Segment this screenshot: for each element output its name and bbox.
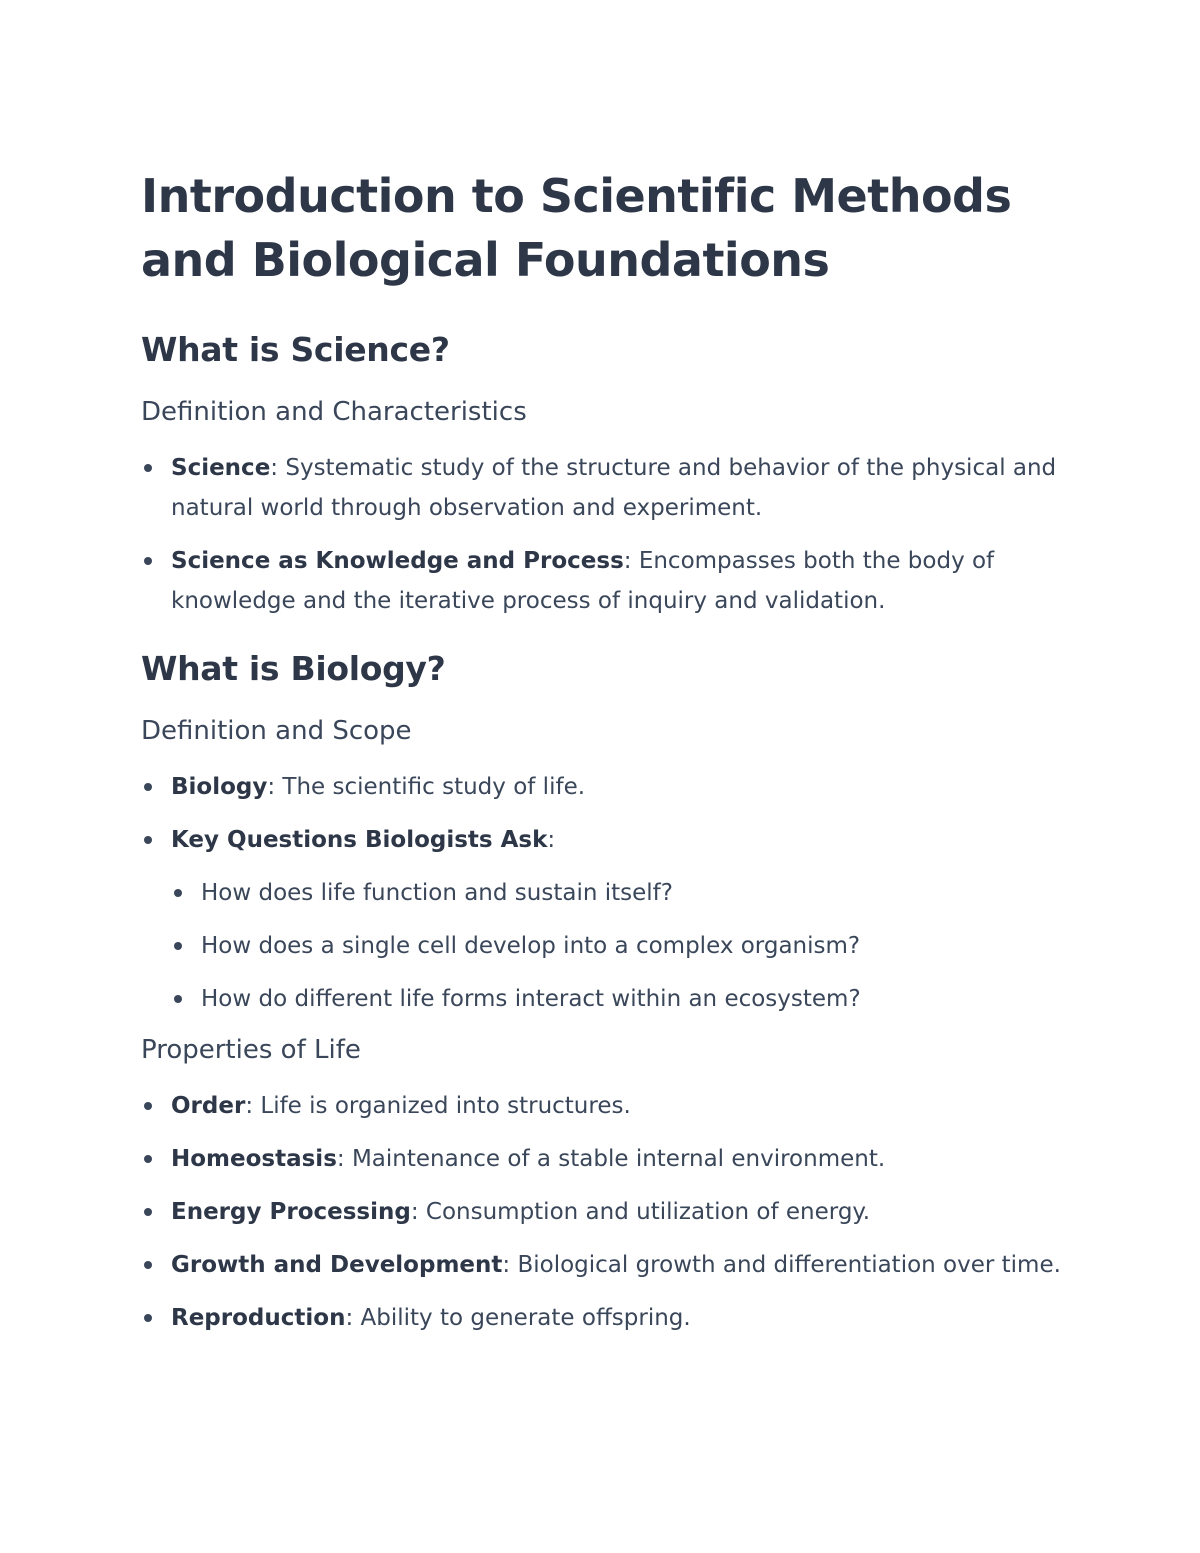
document-title: Introduction to Scientific Methods and Biological Foundations	[141, 169, 1012, 287]
science-definition-list	[141, 448, 1071, 621]
list-item-text: Systematic study of the structure and behavior of the physical and natural world through observation and experiment.	[171, 455, 1057, 521]
list-item-term: Science	[171, 455, 271, 481]
list-item-separator: :	[623, 548, 632, 574]
list-item-separator: :	[502, 1252, 511, 1278]
biology-definition-list	[141, 767, 1071, 1019]
list-item-separator: :	[410, 1199, 419, 1225]
subsection-heading-properties-of-life: Properties of Life	[141, 1035, 361, 1065]
subsection-heading-definition-characteristics: Definition and Characteristics	[141, 397, 527, 427]
properties-of-life-list	[141, 1086, 1071, 1338]
list-item-separator: :	[270, 455, 279, 481]
list-item-term: Key Questions Biologists Ask	[171, 827, 548, 853]
sub-list-item: How does life function and sustain itself?	[171, 873, 1071, 913]
list-item	[141, 1298, 1071, 1338]
list-item	[141, 541, 1071, 621]
list-item-term: Order	[171, 1093, 246, 1119]
sub-list-item: How does a single cell develop into a complex organism?	[171, 926, 1071, 966]
list-item	[141, 1245, 1071, 1285]
list-item	[141, 1192, 1071, 1232]
list-item-separator: :	[245, 1093, 254, 1119]
list-item-separator: :	[345, 1305, 354, 1331]
list-item-text: Maintenance of a stable internal environment.	[344, 1146, 886, 1172]
document-page	[141, 164, 1071, 1351]
list-item-term: Growth and Development	[171, 1252, 503, 1278]
list-item	[141, 1086, 1071, 1126]
list-item-text: Biological growth and differentiation over time.	[510, 1252, 1061, 1278]
list-item-text: Encompasses both the body of knowledge and the iterative process of inquiry and validation.	[171, 548, 995, 614]
list-item-term: Science as Knowledge and Process	[171, 548, 624, 574]
list-item	[141, 820, 1071, 1019]
list-item-text: Consumption and utilization of energy.	[418, 1199, 871, 1225]
list-item-text: Life is organized into structures.	[253, 1093, 631, 1119]
section-heading-science: What is Science?	[141, 330, 450, 369]
list-item-text: The scientific study of life.	[275, 774, 586, 800]
list-item-term: Biology	[171, 774, 268, 800]
subsection-heading-definition-scope: Definition and Scope	[141, 716, 412, 746]
section-heading-biology: What is Biology?	[141, 649, 446, 688]
list-item-term: Homeostasis	[171, 1146, 337, 1172]
list-item-separator: :	[267, 774, 276, 800]
key-questions-list	[171, 873, 1071, 1019]
list-item-separator: :	[336, 1146, 345, 1172]
sub-list-item: How do different life forms interact within an ecosystem?	[171, 979, 1071, 1019]
list-item	[141, 1139, 1071, 1179]
list-item-text: Ability to generate offspring.	[353, 1305, 691, 1331]
list-item-separator: :	[547, 827, 556, 853]
list-item	[141, 448, 1071, 528]
list-item-term: Reproduction	[171, 1305, 346, 1331]
list-item-term: Energy Processing	[171, 1199, 411, 1225]
list-item	[141, 767, 1071, 807]
